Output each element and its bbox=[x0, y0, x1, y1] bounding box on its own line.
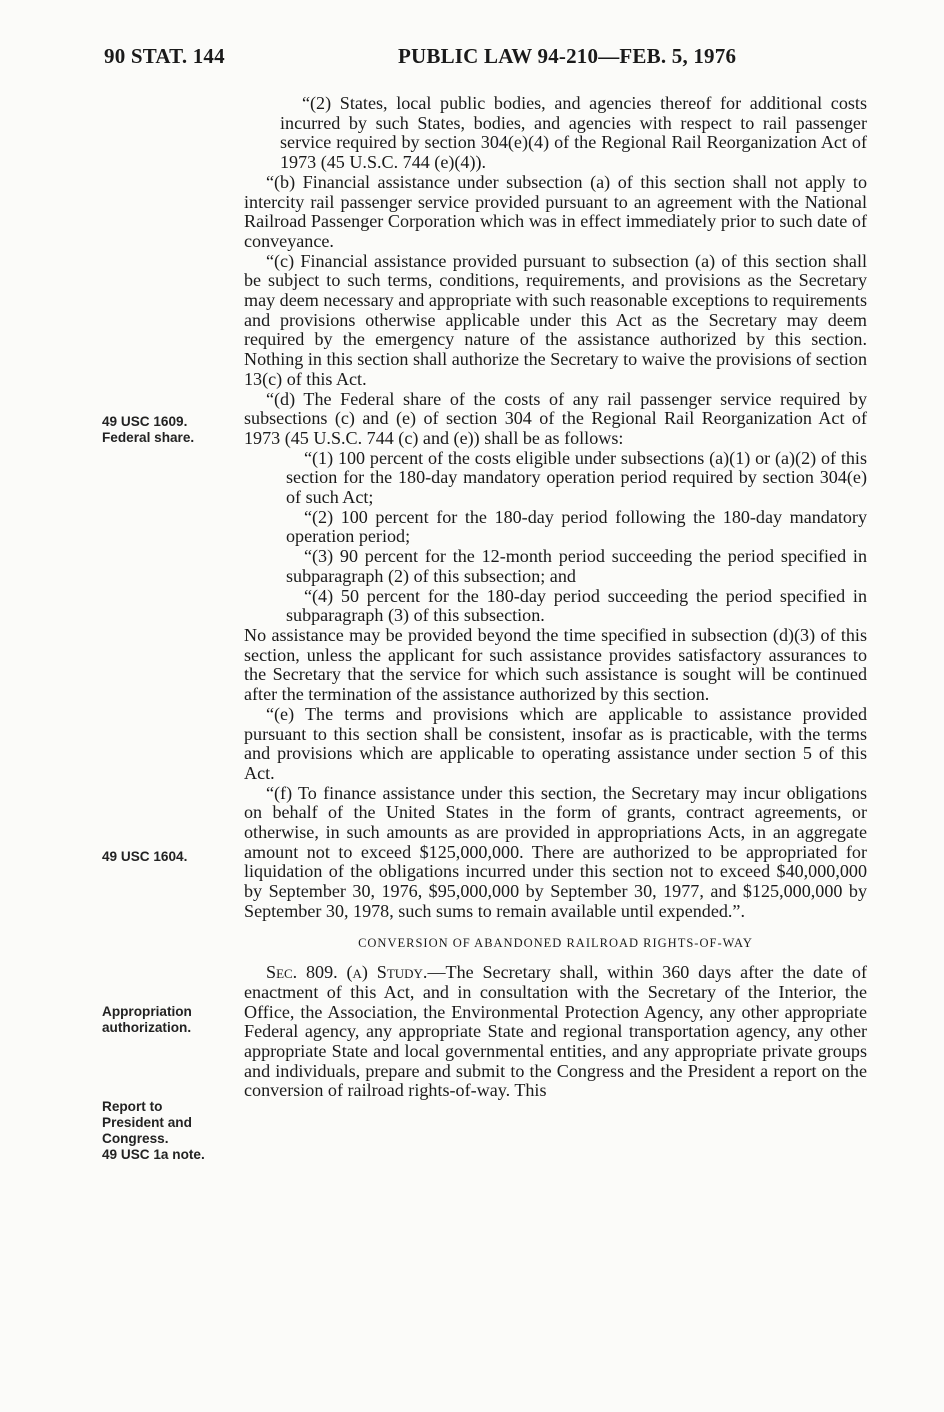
margin-note-appropriation bbox=[102, 1004, 232, 1036]
section-809-text: —The Secretary shall, within 360 days after the date of enactment of this Act, and in consultation with the Secretary of the Interior, the Office, the Association, the Environmental Protection Agency, any other appropriate Federal agency, any appropriate State and regional transportation agency, any other appropriate State and local governmental entities, and any appropriate private groups and individuals, prepare and submit to the Congress and the President a report on the conversion of railroad rights-of-way. This bbox=[244, 962, 867, 1101]
statute-page-number: 90 STAT. 144 bbox=[104, 44, 225, 68]
paragraph-d1: “(1) 100 percent of the costs eligible under subsections (a)(1) or (a)(2) of this section for the 180-day mandatory operation period required by section 304(e) of such Act; bbox=[286, 447, 867, 508]
usc-citation: 49 USC 1609. bbox=[102, 414, 188, 429]
section-809-lead: Sec. 809. (a) bbox=[266, 962, 377, 983]
paragraph-d3: “(3) 90 percent for the 12-month period succeeding the period specified in subparagraph (2) of this subsection; and bbox=[286, 546, 867, 586]
appropriation-note-line: authorization. bbox=[102, 1020, 192, 1035]
margin-note-usc-1604 bbox=[102, 849, 232, 865]
appropriation-note-line: Appropriation bbox=[102, 1004, 192, 1019]
paragraph-a2: “(2) States, local public bodies, and agencies thereof for additional costs incurred by such States, bodies, and agencies with respect to rail passenger service required by section 304(e)(4) of the Regional Rail Reorganization Act of 1973 (45 U.S.C. 744 (e)(4)). bbox=[280, 93, 867, 173]
report-note-line: President and bbox=[102, 1115, 192, 1130]
paragraph-b: “(b) Financial assistance under subsection (a) of this section shall not apply to intercity rail passenger service provided pursuant to an agreement with the National Railroad Passenger Corporation which was in effect immediately prior to such date of conveyance. bbox=[244, 171, 867, 251]
section-809-study-label: Study. bbox=[376, 962, 428, 983]
federal-share-note: Federal share. bbox=[102, 430, 195, 445]
paragraph-c: “(c) Financial assistance provided pursuant to subsection (a) of this section shall be subject to such terms, conditions, requirements, and provisions as the Secretary may deem necessary and appropriate with such reasonable exceptions to requirements and provisions otherwise applicable under this Act as the Secretary may deem required by the emergency nature of the assistance authorized by this section. Nothing in this section shall authorize the Secretary to waive the provisions of section 13(c) of this Act. bbox=[244, 250, 867, 389]
paragraph-d: “(d) The Federal share of the costs of any rail passenger service required by subsections (c) and (e) of section 304 of the Regional Rail Reorganization Act of 1973 (45 U.S.C. 744 (c) and (e)) shall be as follows: bbox=[244, 388, 867, 448]
usc-citation: 49 USC 1604. bbox=[102, 849, 188, 864]
report-note-line: Report to bbox=[102, 1099, 163, 1114]
public-law-title: PUBLIC LAW 94-210—FEB. 5, 1976 bbox=[398, 44, 737, 68]
paragraph-d2: “(2) 100 percent for the 180-day period following the 180-day mandatory operation period; bbox=[286, 506, 867, 547]
paragraph-e: “(e) The terms and provisions which are applicable to assistance provided pursuant to this section shall be consistent, insofar as is practicable, with the terms and provisions which are applicable to operating assistance under section 5 of this Act. bbox=[244, 703, 867, 783]
section-809-paragraph bbox=[244, 963, 867, 1101]
paragraph-d4: “(4) 50 percent for the 180-day period succeeding the period specified in subparagraph (3) of this subsection. bbox=[286, 585, 867, 626]
report-note-line: 49 USC 1a note. bbox=[102, 1147, 205, 1162]
statute-body bbox=[244, 94, 867, 1101]
page-header bbox=[104, 44, 884, 74]
report-note-line: Congress. bbox=[102, 1131, 169, 1146]
section-heading: CONVERSION OF ABANDONED RAILROAD RIGHTS-OF-WAY bbox=[358, 935, 753, 950]
margin-note-report bbox=[102, 1099, 232, 1163]
margin-note-usc-1609 bbox=[102, 414, 232, 446]
paragraph-f: “(f) To finance assistance under this section, the Secretary may incur obligations on behalf of the United States in the form of grants, contract agreements, or otherwise, in such amounts as are provided in appropriations Acts, in an aggregate amount not to exceed $125,000,000. There are authorized to be appropriated for liquidation of the obligations incurred under this section not to exceed $40,000,000 by September 30, 1976, $95,000,000 by September 30, 1977, and $125,000,000 by September 30, 1978, such sums to remain available until expended.”. bbox=[244, 782, 867, 921]
paragraph-d-tail: No assistance may be provided beyond the time specified in subsection (d)(3) of this section, unless the applicant for such assistance provides satisfactory assurances to the Secretary that the service for which such assistance is sought will be continued after the termination of the assistance authorized by this section. bbox=[244, 624, 867, 705]
